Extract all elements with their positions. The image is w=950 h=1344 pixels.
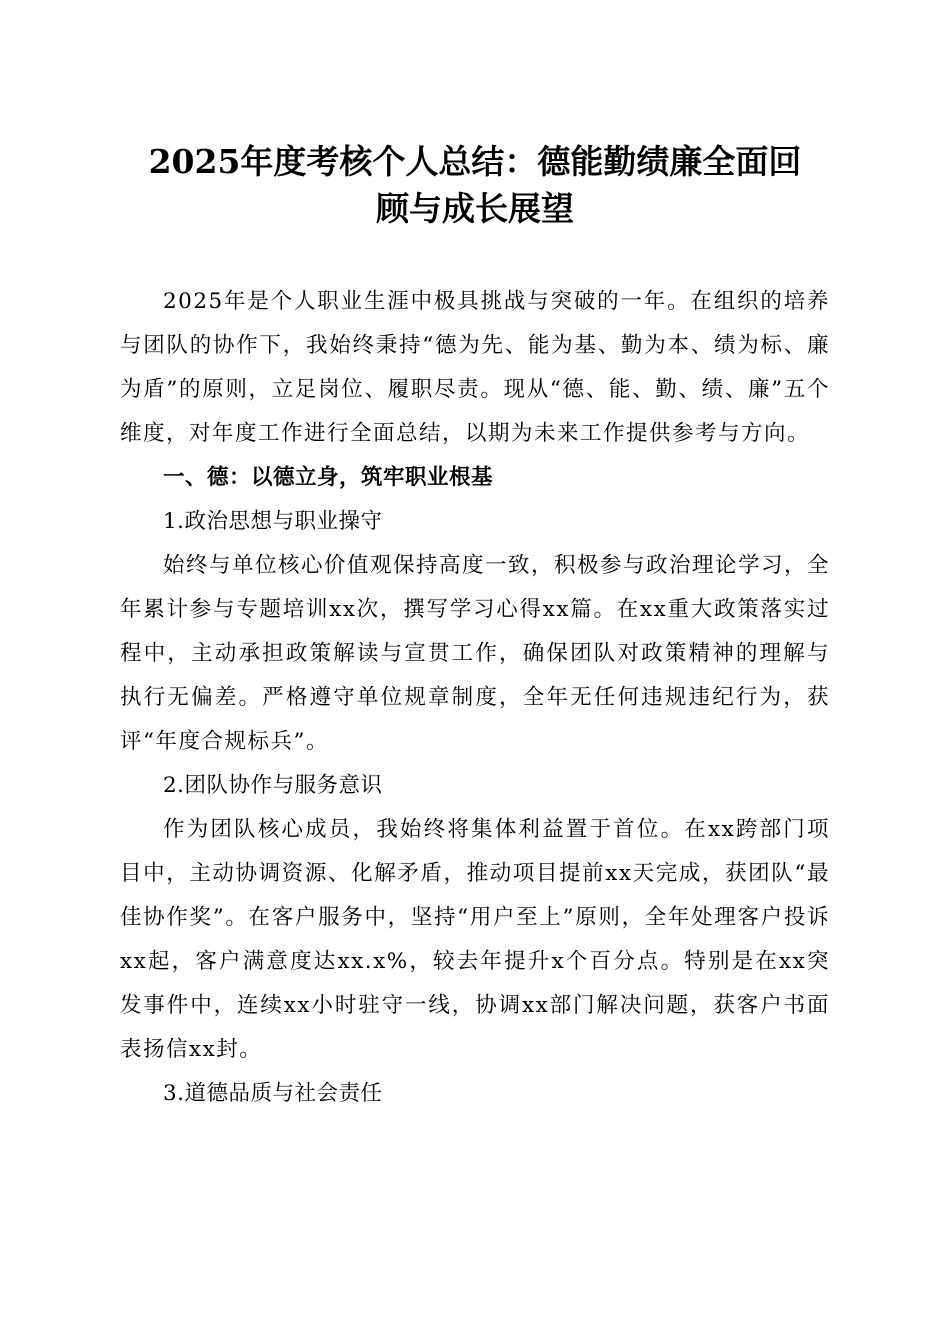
- section-heading-de: 一、德：以德立身，筑牢职业根基: [163, 465, 494, 490]
- title-line-2: 顾与成长展望: [376, 189, 574, 228]
- subheading-teamwork: 2.团队协作与服务意识: [163, 773, 383, 798]
- subheading-political-thought: 1.政治思想与职业操守: [163, 509, 383, 534]
- intro-paragraph: 2025年是个人职业生涯中极具挑战与突破的一年。在组织的培养与团队的协作下，我始终秉持“德为先、能为基、勤为本、绩为标、廉为盾”的原则，立足岗位、履职尽责。现从“德、能、勤、绩、廉”五个维度，对年度工作进行全面总结，以期为未来工作提供参考与方向。: [120, 289, 830, 446]
- subheading-moral-quality: 3.道德品质与社会责任: [163, 1081, 383, 1106]
- document-body: [120, 280, 830, 1116]
- document-title: [120, 138, 830, 232]
- paragraph-political-thought: 始终与单位核心价值观保持高度一致，积极参与政治理论学习，全年累计参与专题培训xx次，撰写学习心得xx篇。在xx重大政策落实过程中，主动承担政策解读与宣贯工作，确保团队对政策精神的理解与执行无偏差。严格遵守单位规章制度，全年无任何违规违纪行为，获评“年度合规标兵”。: [120, 553, 831, 754]
- title-line-1: 2025年度考核个人总结：德能勤绩廉全面回: [148, 142, 802, 181]
- paragraph-teamwork: 作为团队核心成员，我始终将集体利益置于首位。在xx跨部门项目中，主动协调资源、化解矛盾，推动项目提前xx天完成，获团队“最佳协作奖”。在客户服务中，坚持“用户至上”原则，全年处理客户投诉xx起，客户满意度达xx.x%，较去年提升x个百分点。特别是在xx突发事件中，连续xx小时驻守一线，协调xx部门解决问题，获客户书面表扬信xx封。: [120, 817, 830, 1062]
